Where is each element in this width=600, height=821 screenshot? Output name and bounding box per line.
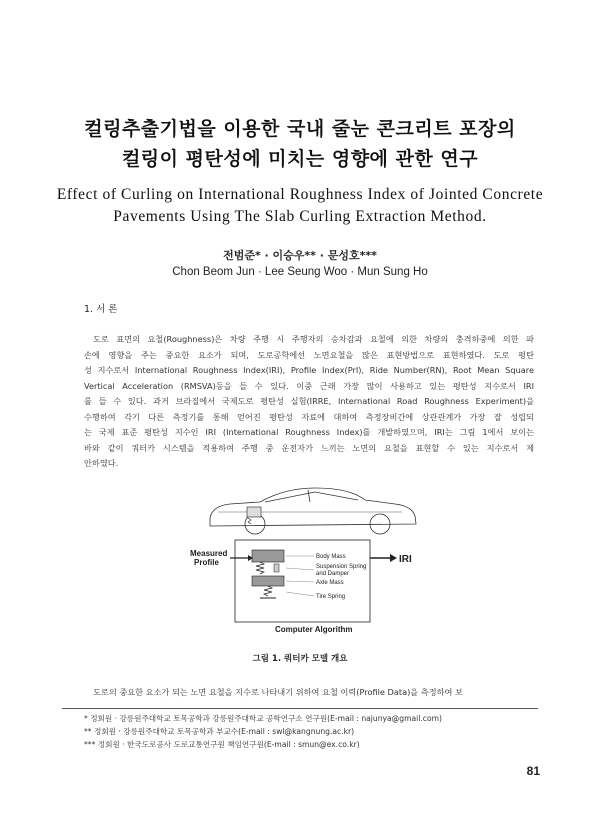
paragraph-line: 바와 같이 쿼터카 시스템을 적용하여 주행 중 운전자가 느끼는 노면의 요철을 표현할 수 있는 지수로서 제: [84, 443, 534, 453]
paragraph-line: 손에 영향을 주는 중요한 요소가 되며, 도로공학에선 노면요철을 많은 표현방법으로 표현하였다. 도로 평탄: [84, 350, 534, 360]
axle-mass-block: [252, 576, 284, 586]
computer-algorithm-label: Computer Algorithm: [275, 625, 353, 634]
paragraph-line: 는 국제 표준 평탄성 지수인 IRI (International Roughness Index)를 개발하였으며, IRI는 그림 1에서 보이는: [84, 427, 534, 437]
footnote-divider: [62, 708, 538, 709]
authors-korean: 전범준* · 이승우** · 문성호***: [223, 249, 377, 262]
body-mass-block: [252, 550, 284, 562]
axle-mass-label: Axle Mass: [316, 580, 344, 586]
measured-profile-label-2: Profile: [194, 558, 219, 567]
authors-english: Chon Beom Jun · Lee Seung Woo · Mun Sung Ho: [172, 266, 428, 278]
page-number: 81: [526, 764, 540, 778]
car-illustration: [210, 488, 416, 534]
tire-spring-label: Tire Spring: [316, 594, 346, 600]
figure-caption: 그림 1. 쿼터카 모델 개요: [252, 654, 348, 664]
quarter-car-figure: [190, 478, 430, 636]
iri-output-label: IRI: [399, 554, 412, 565]
section-heading: 1. 서 론: [84, 304, 118, 315]
suspension-label-2: and Damper: [316, 571, 350, 577]
paragraph-line: 도로 표면의 요철(Roughness)은 차량 주행 시 주행자의 승차감과 요철에 의한 차량의 충격하중에 의한 파: [93, 334, 534, 344]
english-title-line-2: Pavements Using The Slab Curling Extraction Method.: [113, 208, 487, 225]
footnote-2: ** 정회원 · 강릉원주대학교 토목공학과 부교수(E-mail : swl@kangnung.ac.kr): [84, 727, 355, 736]
english-title-line-1: Effect of Curling on International Roughness Index of Jointed Concrete: [56, 186, 544, 203]
korean-title-line-2: 컬링이 평탄성에 미치는 영향에 관한 연구: [121, 148, 479, 170]
paragraph-line: Vertical Acceleration (RMSVA)등을 들 수 있다. 이중 근래 가장 많이 사용하고 있는 평탄성 지수로서 IRI: [84, 381, 534, 391]
measured-profile-label-1: Measured: [190, 549, 228, 558]
paragraph-line: 를 들 수 있다. 과거 브라질에서 국제도로 평탄성 실험(IRRE, International Road Roughness Experiment)을: [84, 396, 534, 406]
footnote-3: *** 정회원 · 한국도로공사 도로교통연구원 책임연구원(E-mail : smun@ex.co.kr): [84, 740, 360, 749]
paragraph-line: 도로의 중요한 요소가 되는 노면 요철을 지수로 나타내기 위하여 요철 이력(Profile Data)을 측정하여 보: [93, 687, 463, 697]
body-mass-label: Body Mass: [316, 554, 346, 560]
suspension-label-1: Suspension Spring: [316, 564, 367, 570]
korean-title-line-1: 컬링추출기법을 이용한 국내 줄눈 콘크리트 포장의: [84, 118, 516, 140]
paragraph-line: 성 지수로서 International Roughness Index(IRI), Profile Index(PrI), Ride Number(RN), Root Mean Square: [84, 365, 534, 375]
paragraph-line: 안하였다.: [84, 458, 119, 468]
paragraph-line: 수행하여 각기 다른 측정기를 통해 얻어진 평탄성 자료에 대하여 측정장비간에 상관관계가 가장 잘 성립되: [84, 412, 534, 422]
footnote-1: * 정회원 · 강릉원주대학교 토목공학과 강릉원주대학교 공학연구소 연구원(E-mail : najunya@gmail.com): [84, 714, 442, 723]
